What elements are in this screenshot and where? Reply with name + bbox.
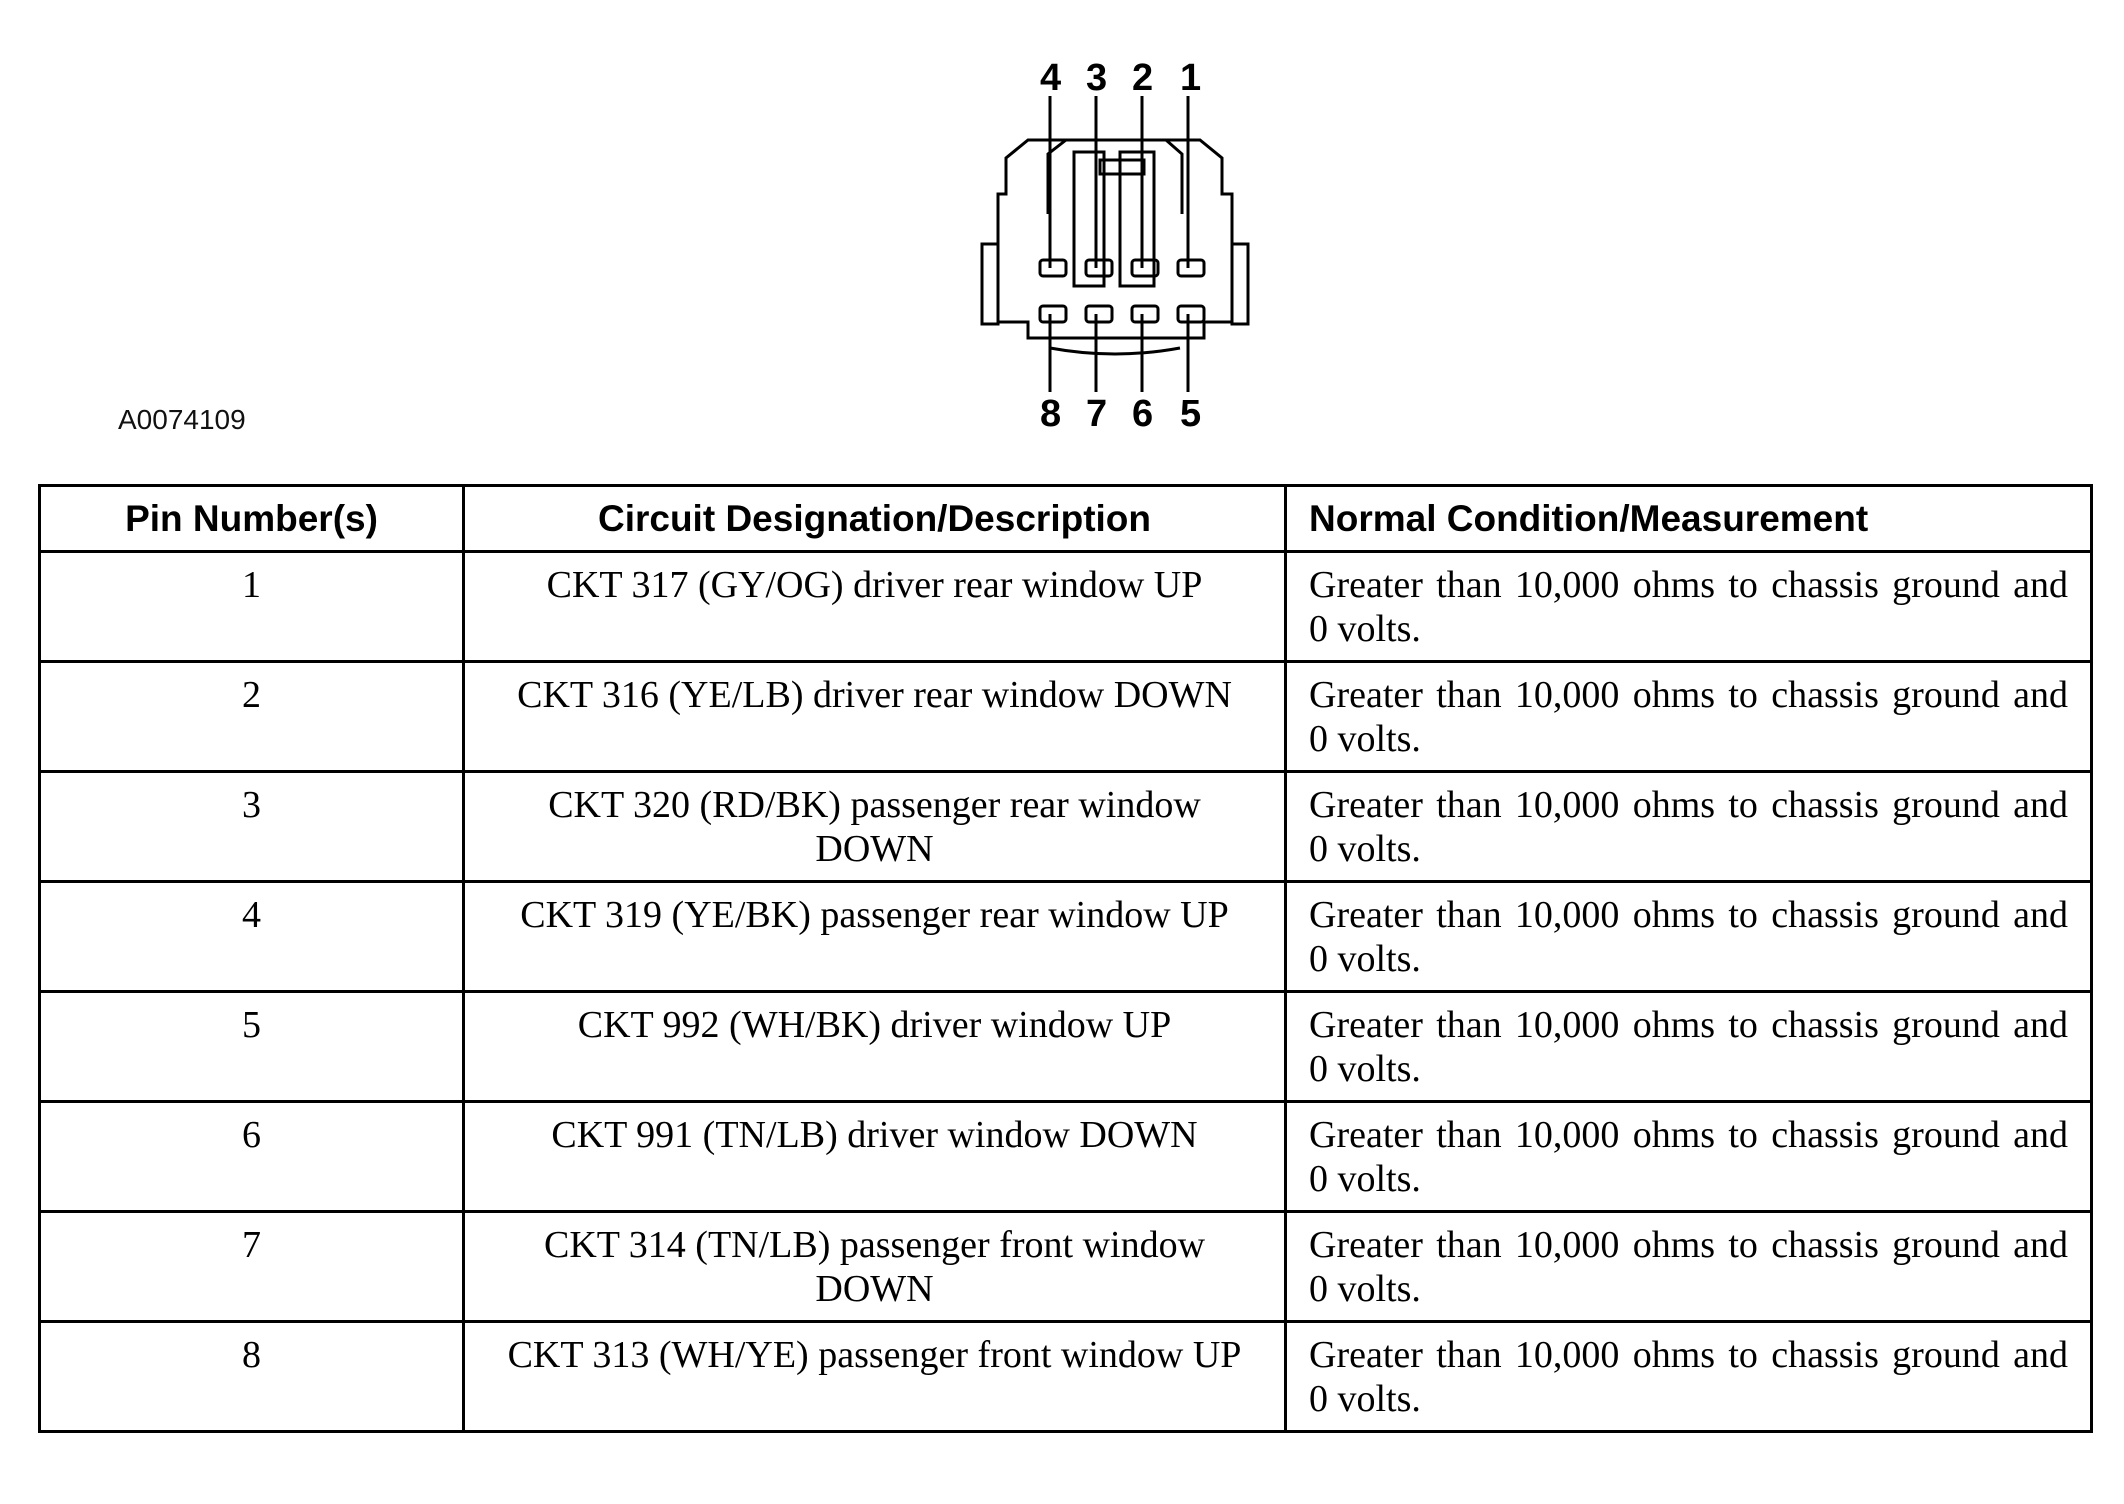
- latch-channel: [1048, 140, 1182, 214]
- circuit-description: CKT 320 (RD/BK) passenger rear window DOWN: [464, 772, 1286, 882]
- pin-cavity-1: [1178, 260, 1204, 276]
- pin-label-6: 6: [1132, 393, 1154, 435]
- table-row: [40, 1102, 2092, 1212]
- pin-number: 7: [40, 1212, 464, 1322]
- table-row: [40, 772, 2092, 882]
- normal-condition: Greater than 10,000 ohms to chassis ground and 0 volts.: [1286, 882, 2092, 992]
- right-lock-tab: [1232, 244, 1248, 324]
- pin-cavity-7: [1086, 306, 1112, 322]
- pin-number: 3: [40, 772, 464, 882]
- circuit-description: CKT 319 (YE/BK) passenger rear window UP: [464, 882, 1286, 992]
- pin-label-8: 8: [1040, 393, 1062, 435]
- pin-label-3: 3: [1086, 60, 1108, 99]
- keyway-curve: [1050, 348, 1180, 354]
- header-condition: Normal Condition/Measurement: [1286, 486, 2092, 552]
- pin-label-5: 5: [1180, 393, 1202, 435]
- pin-number: 8: [40, 1322, 464, 1432]
- pin-number: 6: [40, 1102, 464, 1212]
- header-circuit: Circuit Designation/Description: [464, 486, 1286, 552]
- pin-number: 5: [40, 992, 464, 1102]
- table-row: [40, 992, 2092, 1102]
- pin-label-2: 2: [1132, 60, 1154, 99]
- connector-housing: [998, 140, 1232, 338]
- left-lock-tab: [982, 244, 998, 324]
- normal-condition: Greater than 10,000 ohms to chassis ground and 0 volts.: [1286, 1322, 2092, 1432]
- pin-number: 1: [40, 552, 464, 662]
- circuit-description: CKT 992 (WH/BK) driver window UP: [464, 992, 1286, 1102]
- normal-condition: Greater than 10,000 ohms to chassis ground and 0 volts.: [1286, 992, 2092, 1102]
- pin-label-4: 4: [1040, 60, 1062, 99]
- latch-block-right: [1120, 152, 1154, 286]
- figure-id: A0074109: [118, 404, 246, 435]
- table-row: [40, 882, 2092, 992]
- pin-cavity-5: [1178, 306, 1204, 322]
- connector-diagram: [960, 60, 1280, 440]
- circuit-description: CKT 314 (TN/LB) passenger front window DOWN: [464, 1212, 1286, 1322]
- normal-condition: Greater than 10,000 ohms to chassis ground and 0 volts.: [1286, 1212, 2092, 1322]
- pin-label-7: 7: [1086, 393, 1108, 435]
- table-row: [40, 552, 2092, 662]
- circuit-description: CKT 313 (WH/YE) passenger front window UP: [464, 1322, 1286, 1432]
- pin-label-1: 1: [1180, 60, 1202, 99]
- table-row: [40, 1212, 2092, 1322]
- pin-cavity-3: [1086, 260, 1112, 276]
- table-row: [40, 1322, 2092, 1432]
- header-pin-number: Pin Number(s): [40, 486, 464, 552]
- normal-condition: Greater than 10,000 ohms to chassis ground and 0 volts.: [1286, 662, 2092, 772]
- normal-condition: Greater than 10,000 ohms to chassis ground and 0 volts.: [1286, 1102, 2092, 1212]
- table-header-row: [40, 486, 2092, 552]
- pin-number: 4: [40, 882, 464, 992]
- pin-table: [38, 484, 2093, 1433]
- pin-cavity-8: [1040, 306, 1066, 322]
- circuit-description: CKT 316 (YE/LB) driver rear window DOWN: [464, 662, 1286, 772]
- normal-condition: Greater than 10,000 ohms to chassis ground and 0 volts.: [1286, 772, 2092, 882]
- latch-window: [1100, 160, 1144, 174]
- table-row: [40, 662, 2092, 772]
- normal-condition: Greater than 10,000 ohms to chassis ground and 0 volts.: [1286, 552, 2092, 662]
- pin-number: 2: [40, 662, 464, 772]
- pin-cavity-4: [1040, 260, 1066, 276]
- circuit-description: CKT 991 (TN/LB) driver window DOWN: [464, 1102, 1286, 1212]
- circuit-description: CKT 317 (GY/OG) driver rear window UP: [464, 552, 1286, 662]
- pin-cavity-6: [1132, 306, 1158, 322]
